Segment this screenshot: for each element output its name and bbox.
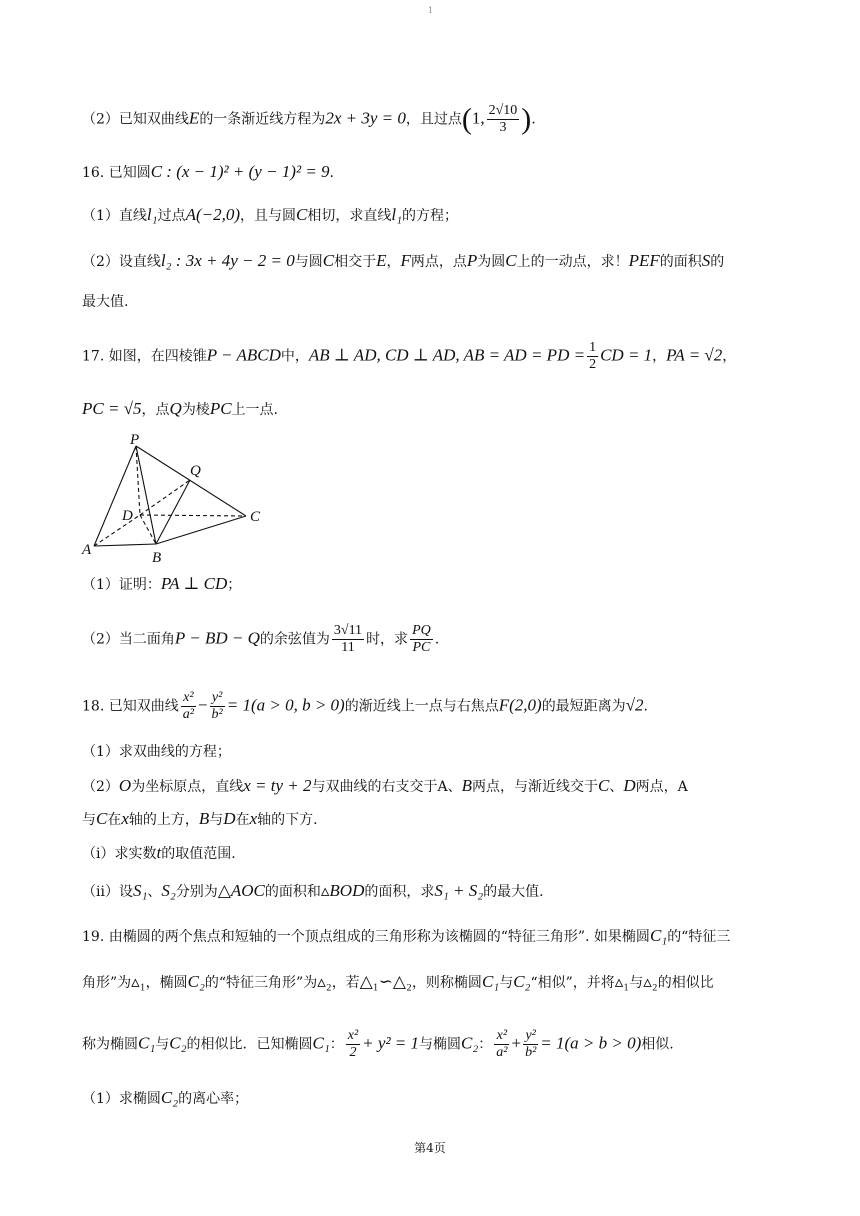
q17-stem: 17. 如图，在四棱锥P − ABCD中，AB ⊥ AD, CD ⊥ AD, AB = AD = PD = $\frac{1}{2}$ CD = 1，PA = √2， (82, 340, 737, 372)
q18-part2-line2: 与C在x轴的上方，B与D在x轴的下方. (82, 809, 318, 828)
pyramid-figure (80, 430, 270, 570)
q19-part1: （1）求椭圆C₂的离心率； (82, 1088, 249, 1107)
q16-stem: 16. 已知圆C : (x − 1)² + (y − 1)² = 9. (82, 162, 334, 181)
page-footer: 第4页 (414, 1141, 446, 1155)
q17-part2: （2）当二面角P − BD − Q的余弦值为 $\frac{3√11}{11}$ 时，求 $\frac{PQ}{PC}$ . (82, 623, 440, 655)
label-P: P (130, 432, 140, 448)
q18-part2: （2）O为坐标原点，直线x = ty + 2与双曲线的右支交于A、B两点，与渐近线交于C、D两点，A (82, 776, 688, 795)
q16-part2-line2: 最大值. (82, 294, 129, 310)
label-D: D (122, 508, 133, 524)
q18-part-i: （ⅰ）求实数t的取值范围. (82, 843, 236, 862)
q19-line2: 角形”为▵₁，椭圆C₂的“特征三角形”为▵₂，若△₁∽△₂，则称椭圆C₁与C₂“相似”，并将▵₁与▵₂的相似比 (82, 972, 714, 991)
q15-part2: （2）已知双曲线E的一条渐近线方程为2x + 3y = 0，且过点(1, $\frac{2√10}{3}$ ). (82, 102, 536, 136)
q17-part1: （1）证明：PA ⊥ CD； (82, 574, 242, 593)
label-A: A (82, 542, 92, 558)
label-Q: Q (190, 463, 201, 479)
q18-stem: 18. 已知双曲线 $\frac{\text{x²}}{\text{a²}}$ − $\frac{\text{y²}}{\text{b²}}$ = 1(a > 0, b > 0)的渐近线上一点与右焦点F(2,0)的最短距离为√2. (82, 690, 648, 722)
header-mark: 1 (428, 6, 434, 15)
q18-part-ii: （ⅱ）设S₁、S₂分别为△AOC的面积和▵BOD的面积，求S₁ + S₂的最大值. (82, 881, 544, 900)
label-C: C (250, 509, 261, 525)
label-B: B (152, 550, 162, 566)
q16-part1: （1）直线l₁过点A(−2,0)，且与圆C相切，求直线l₁的方程； (82, 205, 458, 224)
q19-line1: 19. 由椭圆的两个焦点和短轴的一个顶点组成的三角形称为该椭圆的“特征三角形”. 如果椭圆C₁的“特征三 (82, 926, 731, 945)
q17-stem-line2: PC = √5，点Q为棱PC上一点. (82, 399, 278, 418)
q16-part2: （2）设直线l₂ : 3x + 4y − 2 = 0与圆C相交于E，F两点，点P为圆C上的一动点，求！PEF的面积S的 (82, 251, 725, 270)
q18-part1: （1）求双曲线的方程； (82, 744, 231, 760)
q19-line3: 称为椭圆C₁与C₂的相似比．已知椭圆C₁： $\frac{\text{x²}}{2}$ + y² = 1与椭圆C₂： $\frac{\text{x²}}{\text{a²}}$ + $\frac{\text{y²}}{\text{b²}}$ = 1(a > b > 0)相似. (82, 1028, 674, 1060)
